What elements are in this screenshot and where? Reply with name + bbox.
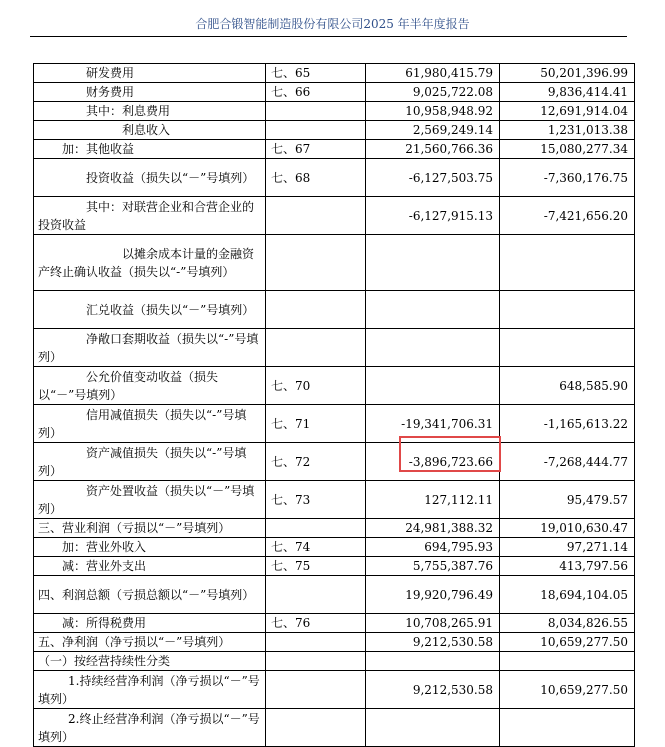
- row-previous-amount: 9,836,414.41: [500, 83, 635, 102]
- row-current-amount: -6,127,503.75: [366, 159, 500, 197]
- row-item-label: 信用减值损失（损失以“-”号填列）: [34, 405, 266, 443]
- row-current-amount: 5,755,387.76: [366, 557, 500, 576]
- row-previous-amount: -7,421,656.20: [500, 197, 635, 235]
- table-row: [34, 405, 635, 443]
- row-item-label: 加：其他收益: [34, 140, 266, 159]
- row-note: [266, 102, 366, 121]
- table-row: [34, 633, 635, 652]
- row-previous-amount: 1,231,013.38: [500, 121, 635, 140]
- row-note: 七、75: [266, 557, 366, 576]
- row-current-amount: 2,569,249.14: [366, 121, 500, 140]
- income-statement-body: [34, 64, 635, 747]
- row-current-amount: [366, 367, 500, 405]
- row-current-amount: 9,212,530.58: [366, 633, 500, 652]
- row-previous-amount: 8,034,826.55: [500, 614, 635, 633]
- row-current-amount: [366, 709, 500, 747]
- table-row: [34, 121, 635, 140]
- row-item-label: 减：营业外支出: [34, 557, 266, 576]
- row-previous-amount: 15,080,277.34: [500, 140, 635, 159]
- row-item-label: 三、营业利润（亏损以“－”号填列）: [34, 519, 266, 538]
- table-row: [34, 443, 635, 481]
- table-row: [34, 519, 635, 538]
- row-current-amount: [366, 291, 500, 329]
- table-row: [34, 652, 635, 671]
- row-item-label: 投资收益（损失以“－”号填列）: [34, 159, 266, 197]
- row-previous-amount: [500, 709, 635, 747]
- row-note: [266, 633, 366, 652]
- row-note: [266, 709, 366, 747]
- row-previous-amount: 10,659,277.50: [500, 671, 635, 709]
- row-item-label: 加：营业外收入: [34, 538, 266, 557]
- row-item-label: 公允价值变动收益（损失以“－”号填列）: [34, 367, 266, 405]
- row-previous-amount: 95,479.57: [500, 481, 635, 519]
- row-item-label: 五、净利润（净亏损以“－”号填列）: [34, 633, 266, 652]
- row-current-amount: 19,920,796.49: [366, 576, 500, 614]
- row-note: 七、70: [266, 367, 366, 405]
- row-note: 七、71: [266, 405, 366, 443]
- row-note: [266, 519, 366, 538]
- table-row: [34, 367, 635, 405]
- row-note: 七、66: [266, 83, 366, 102]
- row-previous-amount: 19,010,630.47: [500, 519, 635, 538]
- table-row: [34, 671, 635, 709]
- row-current-amount: 9,212,530.58: [366, 671, 500, 709]
- row-item-label: 以摊余成本计量的金融资产终止确认收益（损失以“-”号填列）: [34, 235, 266, 291]
- row-current-amount: 10,708,265.91: [366, 614, 500, 633]
- row-previous-amount: 18,694,104.05: [500, 576, 635, 614]
- row-previous-amount: -7,360,176.75: [500, 159, 635, 197]
- row-previous-amount: [500, 291, 635, 329]
- table-row: [34, 197, 635, 235]
- row-item-label: 四、利润总额（亏损总额以“－”号填列）: [34, 576, 266, 614]
- row-current-amount: -3,896,723.66: [366, 443, 500, 481]
- row-item-label: 净敞口套期收益（损失以“-”号填列）: [34, 329, 266, 367]
- table-row: [34, 709, 635, 747]
- income-statement-table: [33, 63, 635, 747]
- header-divider: [30, 36, 627, 37]
- row-item-label: 研发费用: [34, 64, 266, 83]
- row-current-amount: [366, 652, 500, 671]
- row-previous-amount: -7,268,444.77: [500, 443, 635, 481]
- row-current-amount: 127,112.11: [366, 481, 500, 519]
- row-item-label: 减：所得税费用: [34, 614, 266, 633]
- row-note: [266, 291, 366, 329]
- row-previous-amount: [500, 235, 635, 291]
- row-note: [266, 235, 366, 291]
- row-previous-amount: 648,585.90: [500, 367, 635, 405]
- table-row: [34, 235, 635, 291]
- row-note: [266, 576, 366, 614]
- row-current-amount: -6,127,915.13: [366, 197, 500, 235]
- row-note: [266, 197, 366, 235]
- row-item-label: 2.终止经营净利润（净亏损以“－”号填列）: [34, 709, 266, 747]
- row-current-amount: 694,795.93: [366, 538, 500, 557]
- row-previous-amount: 50,201,396.99: [500, 64, 635, 83]
- row-previous-amount: 12,691,914.04: [500, 102, 635, 121]
- row-note: 七、74: [266, 538, 366, 557]
- row-item-label: 资产处置收益（损失以“－”号填列）: [34, 481, 266, 519]
- row-item-label: 其中：对联营企业和合营企业的投资收益: [34, 197, 266, 235]
- table-row: [34, 83, 635, 102]
- row-current-amount: 10,958,948.92: [366, 102, 500, 121]
- row-current-amount: [366, 235, 500, 291]
- row-note: [266, 329, 366, 367]
- row-note: 七、65: [266, 64, 366, 83]
- table-row: [34, 481, 635, 519]
- row-note: 七、73: [266, 481, 366, 519]
- row-note: [266, 121, 366, 140]
- row-current-amount: 9,025,722.08: [366, 83, 500, 102]
- row-previous-amount: [500, 329, 635, 367]
- row-current-amount: 21,560,766.36: [366, 140, 500, 159]
- table-row: [34, 140, 635, 159]
- row-previous-amount: 10,659,277.50: [500, 633, 635, 652]
- table-row: [34, 557, 635, 576]
- row-previous-amount: 97,271.14: [500, 538, 635, 557]
- row-current-amount: -19,341,706.31: [366, 405, 500, 443]
- row-current-amount: [366, 329, 500, 367]
- report-header: 合肥合锻智能制造股份有限公司2025 年半年度报告: [195, 17, 470, 31]
- table-row: [34, 538, 635, 557]
- table-row: [34, 614, 635, 633]
- row-item-label: 1.持续经营净利润（净亏损以“－”号填列）: [34, 671, 266, 709]
- row-item-label: 资产减值损失（损失以“-”号填列）: [34, 443, 266, 481]
- row-note: 七、72: [266, 443, 366, 481]
- row-previous-amount: 413,797.56: [500, 557, 635, 576]
- row-item-label: 财务费用: [34, 83, 266, 102]
- row-item-label: 汇兑收益（损失以“－”号填列）: [34, 291, 266, 329]
- row-previous-amount: [500, 652, 635, 671]
- row-previous-amount: -1,165,613.22: [500, 405, 635, 443]
- table-row: [34, 102, 635, 121]
- row-note: [266, 671, 366, 709]
- row-current-amount: 61,980,415.79: [366, 64, 500, 83]
- table-row: [34, 291, 635, 329]
- table-row: [34, 64, 635, 83]
- row-item-label: （一）按经营持续性分类: [34, 652, 266, 671]
- row-note: [266, 652, 366, 671]
- row-note: 七、76: [266, 614, 366, 633]
- row-current-amount: 24,981,388.32: [366, 519, 500, 538]
- row-item-label: 利息收入: [34, 121, 266, 140]
- table-row: [34, 576, 635, 614]
- table-row: [34, 159, 635, 197]
- row-note: 七、67: [266, 140, 366, 159]
- table-row: [34, 329, 635, 367]
- row-note: 七、68: [266, 159, 366, 197]
- row-item-label: 其中：利息费用: [34, 102, 266, 121]
